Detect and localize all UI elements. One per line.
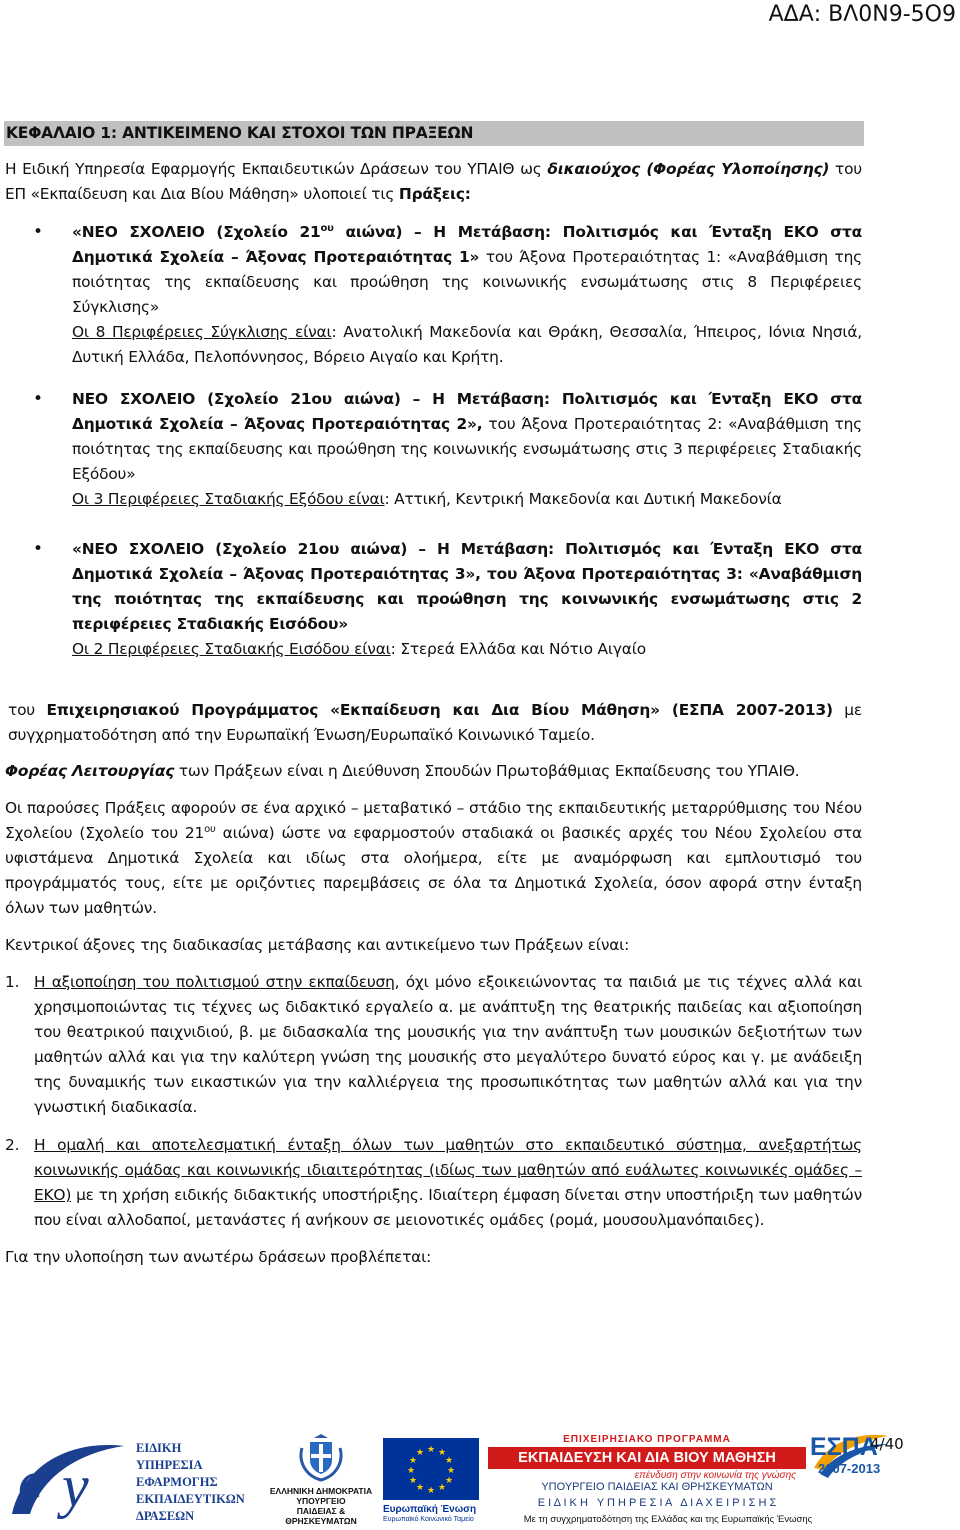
current-sup: ου	[204, 823, 216, 835]
eyeaiwn-line-4: ΕΚΠΑΙΔΕΥΤΙΚΩΝ	[136, 1492, 245, 1506]
axis-2-text: με τη χρήση ειδικής διδακτικής υποστήριξης. Ιδιαίτερη έμφαση δίνεται στην υποστήριξη των μαθητών που είναι αλλοδαποί, μετανάστες ή ανήκουν σε μειονοτικές ομάδες (ρομά, μουσουλμανόπαιδες).	[34, 1186, 862, 1229]
cofinancing-text: Με τη συγχρηματοδότηση της Ελλάδας και της Ευρωπαϊκής Ένωσης	[523, 1514, 813, 1525]
intro-text: Η Ειδική Υπηρεσία Εφαρμογής Εκπαιδευτικών Δράσεων του ΥΠΑΙΘ ως	[5, 160, 548, 178]
actions-list	[5, 220, 862, 662]
eyeaiwn-line-3: ΕΦΑΡΜΟΓΗΣ	[136, 1475, 218, 1489]
banner-line-1: ΕΠΙΧΕΙΡΗΣΙΑΚΟ ΠΡΟΓΡΑΜΜΑ	[563, 1434, 731, 1445]
action-3-regions-label: Οι 2 Περιφέρειες Σταδιακής Εισόδου είναι	[72, 640, 391, 658]
ada-header: ΑΔΑ: ΒΛ0Ν9-5Ο9	[768, 2, 956, 27]
eu-line-1: Ευρωπαϊκή Ένωση	[383, 1504, 477, 1515]
svg-text:★: ★	[415, 1483, 425, 1493]
ministry-line-2: ΥΠΟΥΡΓΕΙΟ	[296, 1496, 346, 1506]
axes-intro: Κεντρικοί άξονες της διαδικασίας μετάβασης και αντικείμενο των Πράξεων είναι:	[5, 936, 630, 954]
eyeaiwn-logo	[4, 1432, 254, 1526]
action-1-regions: : Ανατολική Μακεδονία και Θράκη, Θεσσαλία, Ήπειρος, Ιόνια Νησιά, Δυτική Ελλάδα, Πελοπόννησος, Βόρειο Αιγαίο και Κρήτη.	[72, 323, 862, 366]
banner-line-3: επένδυση στην κοινωνία της γνώσης	[634, 1470, 796, 1481]
eu-flag-icon	[383, 1438, 479, 1500]
actions-label: Πράξεις:	[398, 185, 471, 203]
axis-1-number: 1.	[5, 973, 20, 991]
service-text: Ε Ι Δ Ι Κ Η Υ Π Η Ρ Ε Σ Ι Α Δ Ι Α Χ Ε Ι Ρ Ι Σ Η Σ	[537, 1497, 777, 1509]
action-1-title-b: αιώνα) – Η Μετάβαση: Πολιτισμός και Ένταξη ΕΚΟ στα Δημοτικά Σχολεία – Άξονας Προτεραιότητας 1»	[72, 223, 862, 266]
espa-years: 2007-2013	[818, 1461, 881, 1476]
action-3-regions: : Στερεά Ελλάδα και Νότιο Αιγαίο	[390, 640, 646, 658]
greek-coat-of-arms-icon	[296, 1432, 346, 1482]
svg-text:★: ★	[408, 1456, 418, 1466]
axis-2-number: 2.	[5, 1136, 20, 1154]
svg-text:e: e	[18, 1451, 43, 1513]
current-actions-paragraph	[5, 796, 862, 921]
action-2-regions-label: Οι 3 Περιφέρειες Σταδιακής Εξόδου είναι	[72, 490, 385, 508]
axis-item-2	[5, 1133, 862, 1233]
action-2-title: ΝΕΟ ΣΧΟΛΕΙΟ (Σχολείο 21ου αιώνα) – Η Μετάβαση: Πολιτισμός και Ένταξη ΕΚΟ στα Δημοτικά Σχολεία – Άξονας Προτεραιότητας 2»,	[72, 390, 862, 433]
banner-line-2: ΕΚΠΑΙΔΕΥΣΗ ΚΑΙ ΔΙΑ ΒΙΟΥ ΜΑΘΗΣΗ	[488, 1447, 806, 1469]
eu-logo	[383, 1438, 483, 1528]
action-item-2	[5, 387, 862, 512]
page-number: 4/40	[870, 1435, 904, 1453]
axis-1-title: Η αξιοποίηση του πολιτισμού στην εκπαίδευση	[34, 973, 395, 991]
eyeaiwn-line-5: ΔΡΑΣΕΩΝ	[136, 1509, 195, 1523]
current-text-1: Οι παρούσες Πράξεις αφορούν σε ένα αρχικό – μεταβατικό – στάδιο της εκπαιδευτικής μεταρρύθμισης του Νέου Σχολείου (Σχολείο του 21	[5, 799, 862, 842]
action-1-sup: ου	[320, 222, 334, 234]
axis-1-text: , όχι μόνο εξοικειώνοντας τα παιδιά με τις τέχνες αλλά και χρησιμοποιώντας τις τέχνες ως διδακτικό εργαλείο α. με ανάπτυξη της θεατρικής παιδείας και αξιοποίηση του θεατρικού παιχνιδιού, β. με διδασκαλία της μουσικής για την ανάπτυξη των μουσικών δεξιοτήτων των μαθητών αλλά και για την καλύτερη γνώση της μουσικής στο μεγαλύτερο δυνατό εύρος και γ. με ανάδειξη της δυναμικής των εικαστικών για την καλλιέργεια της προσωπικότητας των μαθητών αλλά και για την γνωστική διαδικασία.	[34, 973, 862, 1116]
document-body	[5, 157, 862, 1270]
action-item-3	[5, 537, 862, 662]
axes-list	[5, 970, 862, 1233]
action-1-desc: του Άξονα Προτεραιότητας 1: «Αναβάθμιση της ποιότητας της εκπαίδευσης και προώθηση της κοινωνικής ενσωμάτωσης στις 8 Περιφέρειες Σύγκλισης»	[72, 248, 862, 316]
svg-text:★: ★	[444, 1456, 454, 1466]
program-text-2: με συγχρηματοδότηση από την Ευρωπαϊκή Ένωση/Ευρωπαϊκό Κοινωνικό Ταμείο.	[8, 701, 863, 744]
ministry-logo	[262, 1432, 380, 1526]
chapter-title: ΚΕΦΑΛΑΙΟ 1: ΑΝΤΙΚΕΙΜΕΝΟ ΚΑΙ ΣΤΟΧΟΙ ΤΩΝ ΠΡΑΞΕΩΝ	[4, 121, 864, 146]
action-1-regions-label: Οι 8 Περιφέρειες Σύγκλισης είναι	[72, 323, 332, 341]
action-1-title-a: «ΝΕΟ ΣΧΟΛΕΙΟ (Σχολείο 21	[72, 223, 321, 241]
footer-logos	[0, 1428, 960, 1530]
ministry-line-3: ΠΑΙΔΕΙΑΣ & ΘΡΗΣΚΕΥΜΑΤΩΝ	[285, 1506, 357, 1526]
beneficiary-label: δικαιούχος (Φορέας Υλοποίησης)	[547, 160, 830, 178]
final-paragraph: Για την υλοποίηση των ανωτέρω δράσεων προβλέπεται:	[5, 1248, 432, 1266]
action-3-title: «ΝΕΟ ΣΧΟΛΕΙΟ (Σχολείο 21ου αιώνα) – Η Μετάβαση: Πολιτισμός και Ένταξη ΕΚΟ στα Δημοτικά Σχολεία – Άξονας Προτεραιότητας 3», του Άξονα Προτεραιότητας 3: «Αναβάθμιση της ποιότητας της εκπαίδευσης και προώθηση της κοινωνικής ενσωμάτωσης στις 2 περιφέρειες Σταδιακής Εισόδου»	[72, 540, 862, 633]
operator-text: των Πράξεων είναι η Διεύθυνση Σπουδών Πρωτοβάθμιας Εκπαίδευσης του ΥΠΑΙΘ.	[174, 762, 800, 780]
program-text-1: του	[8, 701, 47, 719]
eyeaiwn-line-1: ΕΙΔΙΚΗ	[136, 1441, 182, 1455]
ministry-text: ΥΠΟΥΡΓΕΙΟ ΠΑΙΔΕΙΑΣ ΚΑΙ ΘΡΗΣΚΕΥΜΑΤΩΝ	[541, 1481, 773, 1493]
svg-text:★: ★	[426, 1486, 436, 1496]
current-text-2: αιώνα) ώστε να εφαρμοστούν σταδιακά οι βασικές αρχές του Νέου Σχολείου στα υφιστάμενα Δημοτικά Σχολεία και ιδίως στα ολοήμερα, είτε με αναμόρφωση και εμπλουτισμό του προγράμματός τους, είτε με οριζόντιες παρεμβάσεις σε όλα τα Δημοτικά Σχολεία, όσον αφορά στην ένταξη όλων των μαθητών.	[5, 824, 862, 917]
action-2-regions: : Αττική, Κεντρική Μακεδονία και Δυτική Μακεδονία	[384, 490, 782, 508]
program-name: Επιχειρησιακού Προγράμματος «Εκπαίδευση και Δια Βίου Μάθηση» (ΕΣΠΑ 2007-2013)	[46, 701, 833, 719]
ministry-line-1: ΕΛΛΗΝΙΚΗ ΔΗΜΟΚΡΑΤΙΑ	[269, 1486, 373, 1496]
intro-text-2: του ΕΠ «Εκπαίδευση και Δια Βίου Μάθηση» υλοποιεί τις	[5, 160, 862, 203]
eu-line-2: Ευρωπαϊκό Κοινωνικό Ταμείο	[383, 1516, 474, 1523]
svg-text:★: ★	[406, 1466, 416, 1476]
axis-2-title: Η ομαλή και αποτελεσματική ένταξη όλων των μαθητών στο εκπαιδευτικό σύστημα, ανεξαρτήτως κοινωνικής ομάδας και κοινωνικής ιδιαιτερότητας (ιδίως των μαθητών από ευάλωτες κοινωνικές ομάδες – ΕΚΟ)	[34, 1136, 862, 1204]
svg-text:★: ★	[408, 1476, 418, 1486]
action-item-1	[5, 220, 862, 370]
svg-text:y: y	[62, 1453, 89, 1519]
svg-text:★: ★	[444, 1476, 454, 1486]
svg-text:★: ★	[437, 1483, 447, 1493]
operator-label: Φορέας Λειτουργίας	[5, 762, 175, 780]
svg-text:★: ★	[426, 1445, 436, 1455]
svg-text:★: ★	[446, 1466, 456, 1476]
operator-paragraph	[5, 759, 862, 784]
intro-paragraph	[5, 157, 862, 207]
program-paragraph	[5, 698, 862, 748]
action-2-desc: του Άξονα Προτεραιότητας 2: «Αναβάθμιση της ποιότητας της εκπαίδευσης και προώθηση της κοινωνικής ενσωμάτωσης στις 3 περιφέρειες Σταδιακής Εξόδου»	[72, 415, 862, 483]
svg-text:★: ★	[437, 1448, 447, 1458]
svg-text:★: ★	[415, 1448, 425, 1458]
espa-name: ΕΣΠΑ	[810, 1433, 878, 1461]
eyeaiwn-line-2: ΥΠΗΡΕΣΙΑ	[136, 1458, 203, 1472]
axis-item-1	[5, 970, 862, 1120]
